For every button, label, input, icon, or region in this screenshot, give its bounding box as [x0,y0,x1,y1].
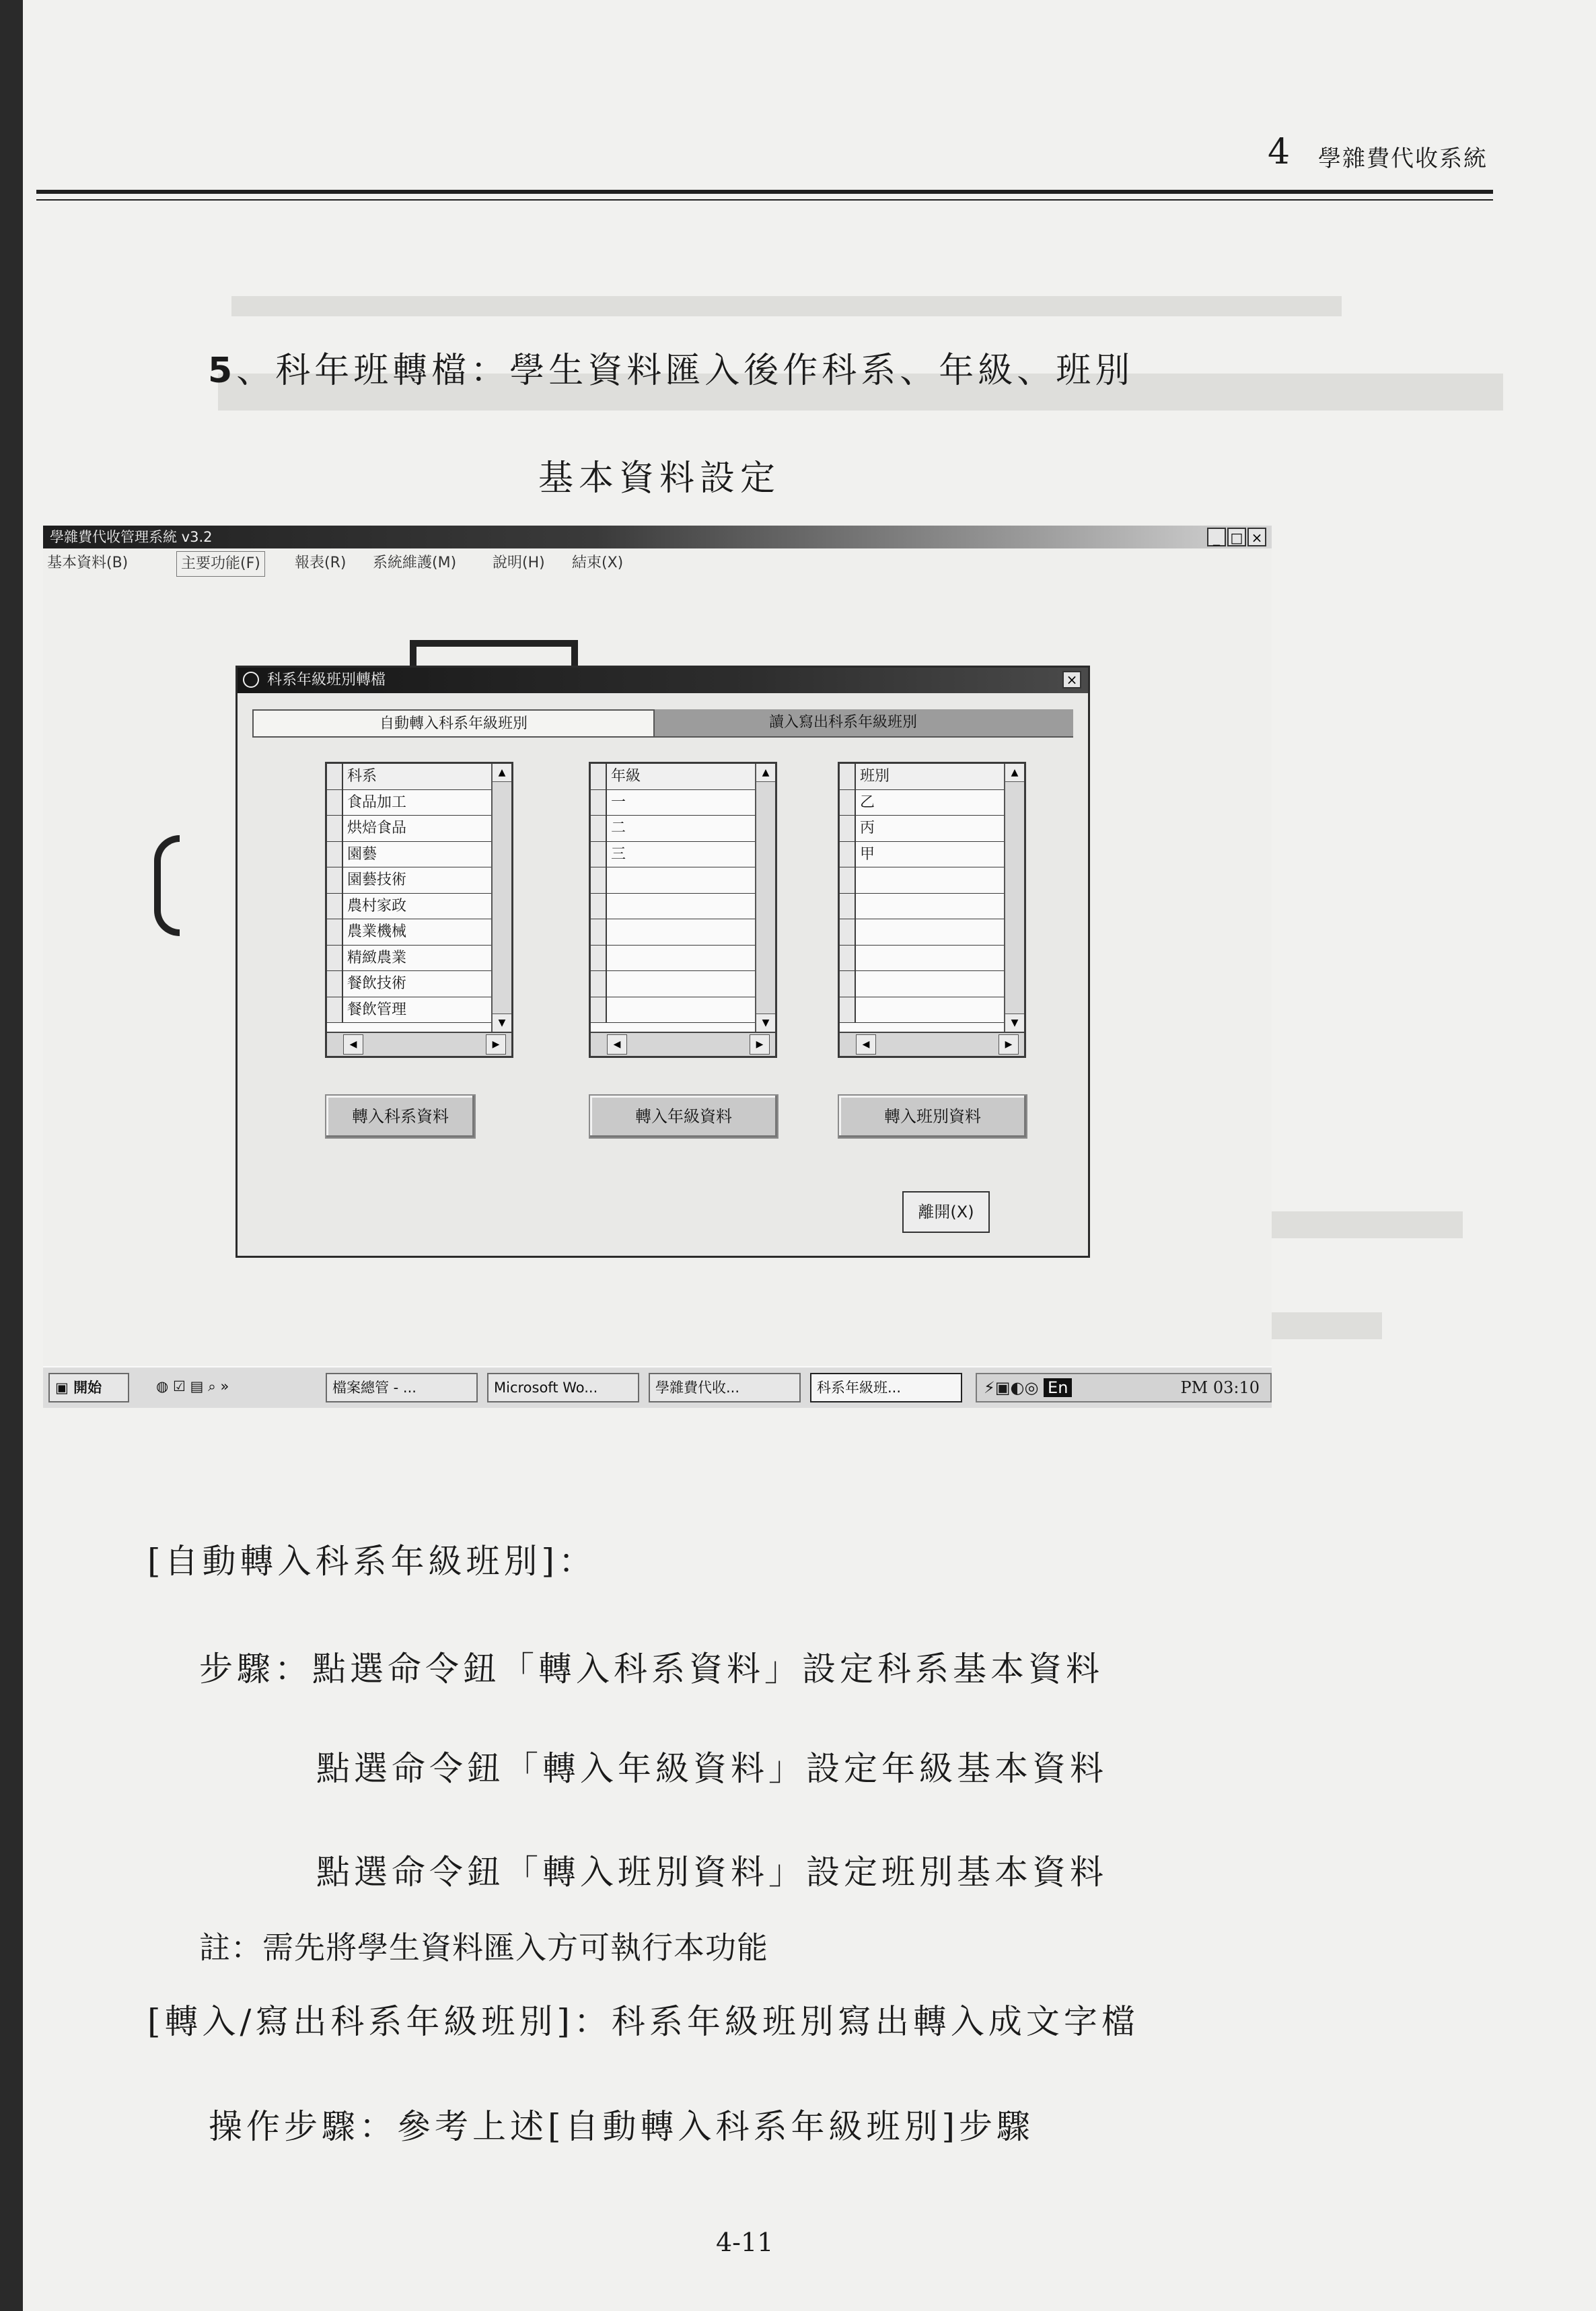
import-classes-button[interactable]: 轉入班別資料 [838,1094,1027,1139]
list-item[interactable]: 一 [611,793,626,811]
dialog-title: 科系年級班別轉檔 [267,672,386,688]
scroll-down-icon[interactable]: ▼ [756,1014,775,1032]
background-decoration [154,835,180,936]
import-grades-button[interactable]: 轉入年級資料 [589,1094,778,1139]
department-grid[interactable] [325,762,513,1058]
scroll-left-icon[interactable]: ◀ [343,1034,363,1055]
list-item[interactable]: 農村家政 [347,897,407,915]
section-heading [208,342,1134,392]
list-item[interactable]: 乙 [860,793,875,811]
tray-clock: PM 03:10 [1180,1378,1260,1397]
document-page [23,0,1596,2311]
desktop-icon[interactable]: ▤ [190,1378,204,1394]
vertical-scrollbar[interactable] [755,764,775,1032]
menu-main-functions[interactable]: 主要功能(F) [176,551,265,577]
window-controls [1207,528,1266,546]
scroll-left-icon[interactable]: ◀ [607,1034,627,1055]
input-language-indicator[interactable]: En [1044,1378,1072,1397]
scroll-right-icon[interactable]: ▶ [486,1034,506,1055]
page-number: 4-11 [716,2228,774,2257]
scroll-right-icon[interactable]: ▶ [750,1034,770,1055]
dialog-titlebar [238,668,1088,693]
scroll-down-icon[interactable]: ▼ [1005,1014,1024,1032]
start-label: 開始 [73,1380,102,1396]
menu-basic-data[interactable]: 基本資料(B) [47,555,129,571]
class-grid[interactable] [838,762,1026,1058]
step-1 [199,1642,1103,1691]
scroll-up-icon[interactable]: ▲ [493,764,511,782]
menu-system-maintenance[interactable]: 系統維護(M) [373,555,457,571]
list-item[interactable]: 餐飲管理 [347,1001,407,1018]
dialog-close-button[interactable]: × [1062,671,1081,688]
close-button[interactable]: × [1247,528,1266,546]
tab-read-write[interactable] [655,709,1073,736]
app-title: 學雜費代收管理系統 v3.2 [50,529,213,545]
app-icon [243,672,259,688]
more-chevron-icon[interactable]: » [220,1378,229,1394]
task-explorer[interactable]: 檔案總管 - ... [326,1373,478,1402]
list-item[interactable]: 甲 [860,845,875,863]
list-item[interactable]: 精緻農業 [347,949,407,966]
tab-read-write-label: 讀入寫出科系年級班別 [769,714,918,731]
tray-icons: ⚡▣◐◎ En [984,1374,1072,1401]
menu-help[interactable]: 說明(H) [493,555,545,571]
list-item[interactable]: 三 [611,845,626,863]
scroll-right-icon[interactable]: ▶ [999,1034,1019,1055]
step-1-text: 點選命令鈕「轉入科系資料」設定科系基本資料 [312,1649,1103,1688]
list-item[interactable]: 丙 [860,820,875,837]
task-convert-dialog[interactable]: 科系年級班... [810,1373,962,1402]
list-item[interactable]: 餐飲技術 [347,975,407,992]
operation-steps: 操作步驟：參考上述[自動轉入科系年級班別]步驟 [209,2107,1035,2146]
edit-icon[interactable]: ☑ [173,1378,186,1394]
scroll-down-icon[interactable]: ▼ [493,1014,511,1032]
scroll-left-icon[interactable]: ◀ [856,1034,876,1055]
start-button[interactable] [48,1373,129,1402]
chapter-title: 學雜費代收系統 [1318,145,1488,172]
vertical-scrollbar[interactable] [491,764,511,1032]
chapter-number: 4 [1268,132,1291,172]
scroll-up-icon[interactable]: ▲ [756,764,775,782]
minimize-button[interactable]: _ [1207,528,1226,546]
horizontal-scrollbar[interactable] [591,1032,775,1056]
maximize-button[interactable]: □ [1227,528,1246,546]
menu-reports[interactable]: 報表(R) [295,555,347,571]
menu-exit[interactable]: 結束(X) [572,555,624,571]
auto-import-heading: [自動轉入科系年級班別]： [147,1542,597,1581]
section-title: 、科年班轉檔：學生資料匯入後作科系、年級、班別 [236,351,1134,391]
read-write-heading: [轉入/寫出科系年級班別]：科系年級班別寫出轉入成文字檔 [147,2002,1139,2041]
list-item[interactable]: 食品加工 [347,793,407,811]
class-header: 班別 [860,768,890,785]
task-fee-system[interactable]: 學雜費代收... [649,1373,801,1402]
search-icon[interactable]: ⌕ [208,1378,216,1394]
horizontal-scrollbar[interactable] [327,1032,511,1056]
horizontal-scrollbar[interactable] [840,1032,1024,1056]
step-2: 點選命令鈕「轉入年級資料」設定年級基本資料 [316,1749,1108,1788]
list-item[interactable]: 園藝 [347,845,377,863]
browser-icon[interactable]: ◍ [156,1378,169,1394]
page-edge-shadow [0,0,23,2311]
tab-auto-import[interactable]: 自動轉入科系年級班別 [252,709,655,736]
scroll-up-icon[interactable]: ▲ [1005,764,1024,782]
grade-header: 年級 [611,768,641,785]
quick-launch [151,1373,319,1402]
header-rule [36,190,1493,194]
section-subheading: 基本資料設定 [538,458,781,499]
task-word[interactable]: Microsoft Wo... [487,1373,639,1402]
step-3: 點選命令鈕「轉入班別資料」設定班別基本資料 [316,1853,1108,1892]
vertical-scrollbar[interactable] [1004,764,1024,1032]
header-rule-thin [36,199,1493,201]
grade-grid[interactable] [589,762,777,1058]
section-number: 5 [208,351,237,391]
convert-dialog [235,666,1090,1258]
list-item[interactable]: 農業機械 [347,923,407,940]
department-header: 科系 [347,768,377,785]
note: 註：需先將學生資料匯入方可執行本功能 [199,1929,768,1966]
list-item[interactable]: 二 [611,820,626,837]
app-menubar [43,551,1272,575]
taskbar [43,1366,1272,1408]
leave-button[interactable]: 離開(X) [902,1191,990,1233]
list-item[interactable]: 烘焙食品 [347,820,407,837]
list-item[interactable]: 園藝技術 [347,872,407,888]
app-screenshot [43,526,1272,1407]
windows-icon: ▣ [55,1380,69,1396]
show-through-text [231,296,1342,316]
step-label: 步驟： [199,1649,312,1688]
import-departments-button[interactable]: 轉入科系資料 [325,1094,476,1139]
app-titlebar [43,526,1272,548]
system-tray [976,1373,1272,1402]
